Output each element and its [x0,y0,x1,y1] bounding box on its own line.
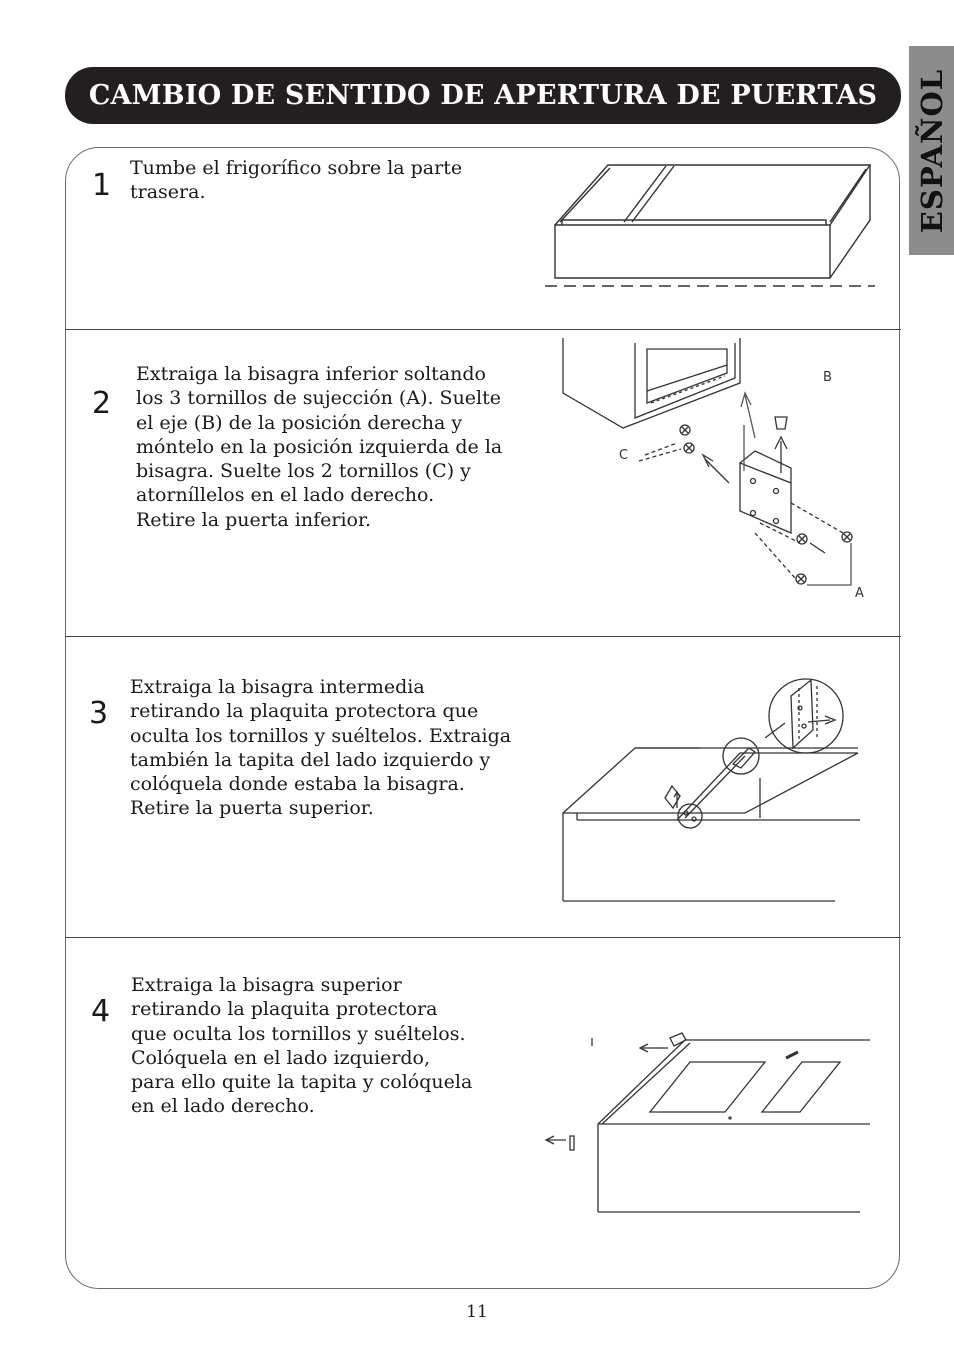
step-2-hinge-illustration [555,333,875,608]
language-label: ESPAÑOL [915,68,949,233]
step-1-fridge-illustration [540,160,880,295]
screw-a-3-icon [796,574,806,584]
step-divider-1 [65,329,901,330]
step-1-number: 1 [92,168,112,203]
label-a: A [855,586,864,601]
step-2-number: 2 [92,386,112,421]
step-3-number: 3 [89,696,109,731]
language-tab [909,46,954,255]
label-b: B [823,370,832,385]
screw-c-2-icon [684,443,694,453]
title-bar [65,67,901,124]
step-3-text: Extraiga la bisagra intermedia retirando la plaquita protectora que oculta los tornillos y suéltelos. Extraiga también la tapita del lado izquierdo y colóquela donde estaba la bisagra. Retire la puerta superior. [130,676,512,820]
step-4-number: 4 [91,994,111,1029]
step-4-hinge-illustration [540,1028,870,1218]
step-divider-3 [65,937,901,938]
step-4-text: Extraiga la bisagra superior retirando la plaquita protectora que oculta los tornillos y suéltelos. Colóquela en el lado izquierdo, para ello quite la tapita y colóquela en el lado derecho. [131,974,473,1118]
step-divider-2 [65,636,901,637]
page-number: 11 [466,1302,488,1322]
step-1-text: Tumbe el frigorífico sobre la parte trasera. [130,157,463,204]
step-3-hinge-illustration [555,668,875,908]
step-2-text: Extraiga la bisagra inferior soltando los 3 tornillos de sujección (A). Suelte el eje (B) de la posición derecha y móntelo en la posición izquierda de la bisagra. Suelte los 2 tornillos (C) y atorníllelos en el lado derecho. Retire la puerta inferior. [136,363,503,531]
page-title: CAMBIO DE SENTIDO DE APERTURA DE PUERTAS [88,80,878,111]
screw-a-1-icon [842,532,852,542]
screw-c-1-icon [680,425,690,435]
label-c: C [619,448,629,463]
